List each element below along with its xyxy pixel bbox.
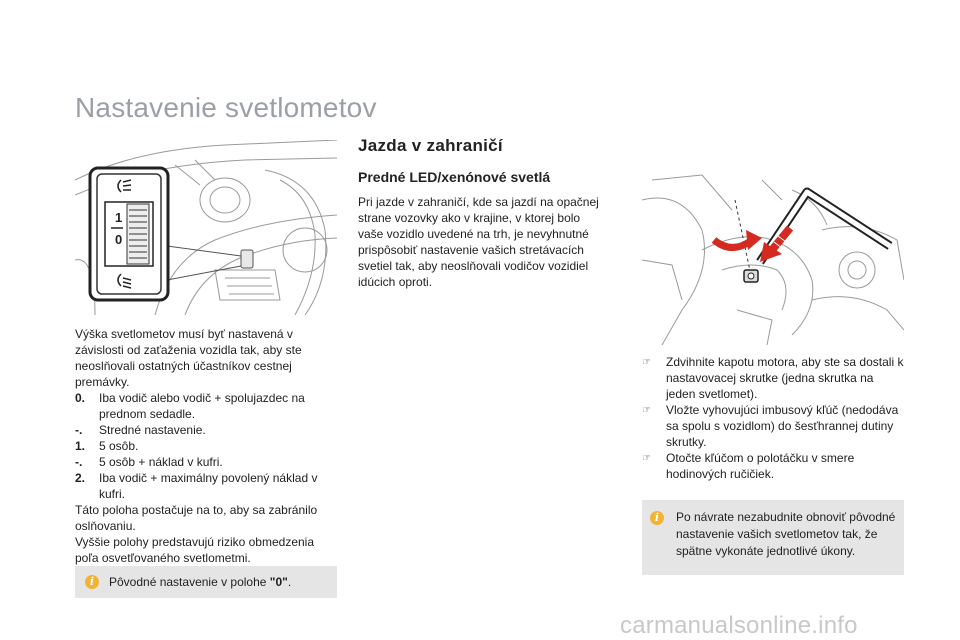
- list-key: -.: [75, 455, 83, 469]
- section-heading: Jazda v zahraničí: [358, 136, 503, 155]
- list-item: [75, 470, 337, 502]
- list-item: [642, 402, 904, 450]
- dial-label-0: 0: [115, 232, 123, 247]
- left-column-text: [75, 326, 337, 566]
- list-value: Iba vodič alebo vodič + spolujazdec na prednom sedadle.: [99, 391, 305, 421]
- left-outro-2: Vyššie polohy predstavujú riziko obmedzenia poľa osvetľovaného svetlometmi.: [75, 535, 315, 565]
- rotation-arrow-icon: [714, 240, 752, 248]
- info-box-restore-setting: [642, 500, 904, 575]
- step-text: Zdvihnite kapotu motora, aby ste sa dostali k nastavovacej skrutke (jedna skrutka na jeden svetlomet).: [666, 355, 904, 401]
- info-text-value: "0": [269, 575, 288, 589]
- info-icon: i: [650, 511, 664, 525]
- list-item: [75, 422, 337, 438]
- info-box-default-position: [75, 566, 337, 598]
- step-text: Otočte kľúčom o polotáčku v smere hodinových ručičiek.: [666, 451, 855, 481]
- list-key: 0.: [75, 391, 86, 405]
- list-item: [642, 354, 904, 402]
- list-value: 5 osôb + náklad v kufri.: [99, 455, 223, 469]
- pointing-hand-icon: ☞: [642, 405, 651, 416]
- sub-heading: Predné LED/xenónové svetlá: [358, 169, 551, 185]
- middle-body-text: Pri jazde v zahraničí, kde sa jazdí na opačnej strane vozovky ako v krajine, v ktorej bolo vaše vozidlo uvedené na trh, je nevyhnutné prispôsobiť nastavenie vašich stretávacích svetiel tak, aby neoslňovali vodičov vozidiel idúcich oproti.: [358, 195, 599, 289]
- engine-bay-drawing: [642, 170, 904, 345]
- headlamp-dial-illustration: [75, 140, 337, 315]
- list-key: 1.: [75, 439, 86, 453]
- pointing-hand-icon: ☞: [642, 357, 651, 368]
- step-text: Vložte vyhovujúci imbusový kľúč (nedodáva sa spolu s vozidlom) do šesťhrannej dutiny skrutky.: [666, 403, 899, 449]
- list-key: -.: [75, 423, 83, 437]
- list-key: 2.: [75, 471, 86, 485]
- list-item: [75, 454, 337, 470]
- allen-key-adjustment-illustration: [642, 170, 904, 345]
- info-icon: i: [85, 575, 99, 589]
- dashboard-drawing: [75, 140, 337, 315]
- list-item: [75, 390, 337, 422]
- left-outro-1: Táto poloha postačuje na to, aby sa zabránilo oslňovaniu.: [75, 503, 318, 533]
- pointing-hand-icon: ☞: [642, 453, 651, 464]
- watermark: carmanualsonline.info: [620, 612, 858, 639]
- list-item: [642, 450, 904, 482]
- info-text: Po návrate nezabudnite obnoviť pôvodné nastavenie vašich svetlometov tak, že spätne vykonáte jednotlivé úkony.: [676, 510, 896, 558]
- info-text: [109, 575, 291, 590]
- list-value: Iba vodič + maximálny povolený náklad v kufri.: [99, 471, 318, 501]
- info-text-prefix: Pôvodné nastavenie v polohe: [109, 575, 270, 589]
- step-list: [642, 354, 904, 482]
- page-title: Nastavenie svetlometov: [75, 92, 377, 123]
- list-value: 5 osôb.: [99, 439, 139, 453]
- left-intro: Výška svetlometov musí byť nastavená v závislosti od zaťaženia vozidla tak, aby ste neoslňovali ostatných účastníkov cestnej premávky.: [75, 327, 302, 389]
- list-value: Stredné nastavenie.: [99, 423, 206, 437]
- dial-label-1: 1: [115, 210, 123, 225]
- list-item: [75, 438, 337, 454]
- info-text-suffix: .: [287, 575, 292, 589]
